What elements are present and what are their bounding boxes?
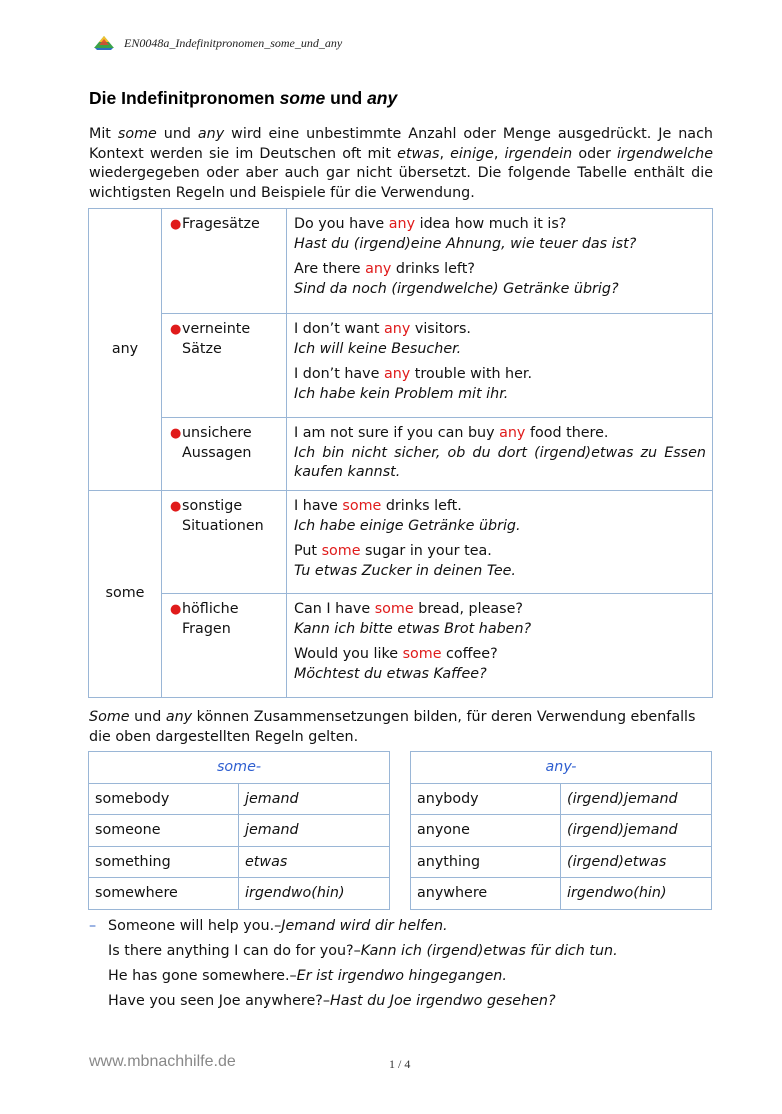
table-row [89,815,390,847]
rule-row [89,314,713,418]
rules-table [88,208,713,698]
rule-row [89,491,713,594]
document-filename: EN0048a_Indefinitpronomen_some_und_any [124,35,343,50]
bullet-icon: ● [170,602,182,617]
table-row [89,846,390,878]
some-compounds-header: some- [89,752,390,784]
table-row [411,815,712,847]
condition-cell: ● sonstige Situationen [162,491,287,594]
examples-cell [287,418,713,491]
intro-paragraph: Mit some und any wird eine unbestimmte Anzahl oder Menge ausgedrückt. Je nach Kontext werden sie im Deutschen oft mit etwas, einige, irgendein oder irgendwelche wiedergegeben oder aber auch gar nicht übersetzt. Die folgende Tabelle enthält die wichtigsten Regeln und Beispiele für die Verwendung. [89,126,713,201]
compound-translation: jemand [239,783,390,815]
example-pair: Do you have any idea how much it is? Hast du (irgend)eine Ahnung, wie teuer das ist? [294,216,637,252]
document-header [93,33,342,53]
compound-word: anywhere [411,878,561,910]
compound-word: anyone [411,815,561,847]
compound-translation: (irgend)jemand [561,815,712,847]
examples-cell [287,491,713,594]
rule-row [89,594,713,698]
book-logo-icon [93,35,115,51]
condition-cell: ● Fragesätze [162,209,287,314]
examples-cell [287,594,713,698]
table-row [411,846,712,878]
table-row [411,878,712,910]
example-pair: Are there any drinks left? Sind da noch (irgendwelche) Getränke übrig? [294,261,619,297]
compound-examples [89,914,618,1014]
rule-row [89,209,713,314]
footer-website: www.mbnachhilfe.de [89,1053,236,1070]
compound-word: something [89,846,239,878]
compound-translation: etwas [239,846,390,878]
list-item: Is there anything I can do for you? – Kann ich (irgend)etwas für dich tun. [108,943,618,959]
table-row [89,783,390,815]
compound-translation: irgendwo(hin) [561,878,712,910]
example-pair: Put some sugar in your tea. Tu etwas Zucker in deinen Tee. [294,543,516,579]
examples-cell [287,209,713,314]
example-pair: I don’t have any trouble with her. Ich habe kein Problem mit ihr. [294,366,533,402]
compound-translation: jemand [239,815,390,847]
examples-cell [287,314,713,418]
list-item: He has gone somewhere. – Er ist irgendwo hingegangen. [108,968,507,984]
list-item: – Someone will help you. – Jemand wird dir helfen. [89,914,618,939]
category-any: any [89,209,162,491]
category-some: some [89,491,162,698]
example-pair: Can I have some bread, please? Kann ich bitte etwas Brot haben? [294,601,532,637]
page-title: Die Indefinitpronomen some und any [89,88,398,108]
compound-translation: irgendwo(hin) [239,878,390,910]
example-pair: Would you like some coffee? Möchtest du etwas Kaffee? [294,646,498,682]
page-number: 1 / 4 [389,1057,411,1071]
some-compounds-table [88,751,390,910]
condition-cell: ● verneinte Sätze [162,314,287,418]
any-compounds-table [410,751,712,910]
bullet-icon: ● [170,426,182,441]
compound-word: somewhere [89,878,239,910]
table-row [411,783,712,815]
compound-translation: (irgend)etwas [561,846,712,878]
any-compounds-header: any- [411,752,712,784]
compound-word: anything [411,846,561,878]
compound-translation: (irgend)jemand [561,783,712,815]
table-row [89,878,390,910]
compound-word: somebody [89,783,239,815]
bullet-icon: ● [170,499,182,514]
compounds-note: Some und any können Zusammensetzungen bilden, für deren Verwendung ebenfalls die oben dargestellten Regeln gelten. [89,709,696,745]
bullet-icon: ● [170,322,182,337]
condition-cell: ● unsichere Aussagen [162,418,287,491]
example-pair: I have some drinks left. Ich habe einige Getränke übrig. [294,498,521,534]
example-pair: I don’t want any visitors. Ich will keine Besucher. [294,321,471,357]
compound-word: someone [89,815,239,847]
bullet-icon: ● [170,217,182,232]
rule-row [89,418,713,491]
condition-cell: ● höfliche Fragen [162,594,287,698]
dash-bullet: – [89,918,97,934]
example-pair: I am not sure if you can buy any food there. Ich bin nicht sicher, ob du dort (irgend)etwas zu Essen kaufen kannst. [294,425,706,480]
list-item: Have you seen Joe anywhere? – Hast du Joe irgendwo gesehen? [108,993,556,1009]
compound-word: anybody [411,783,561,815]
